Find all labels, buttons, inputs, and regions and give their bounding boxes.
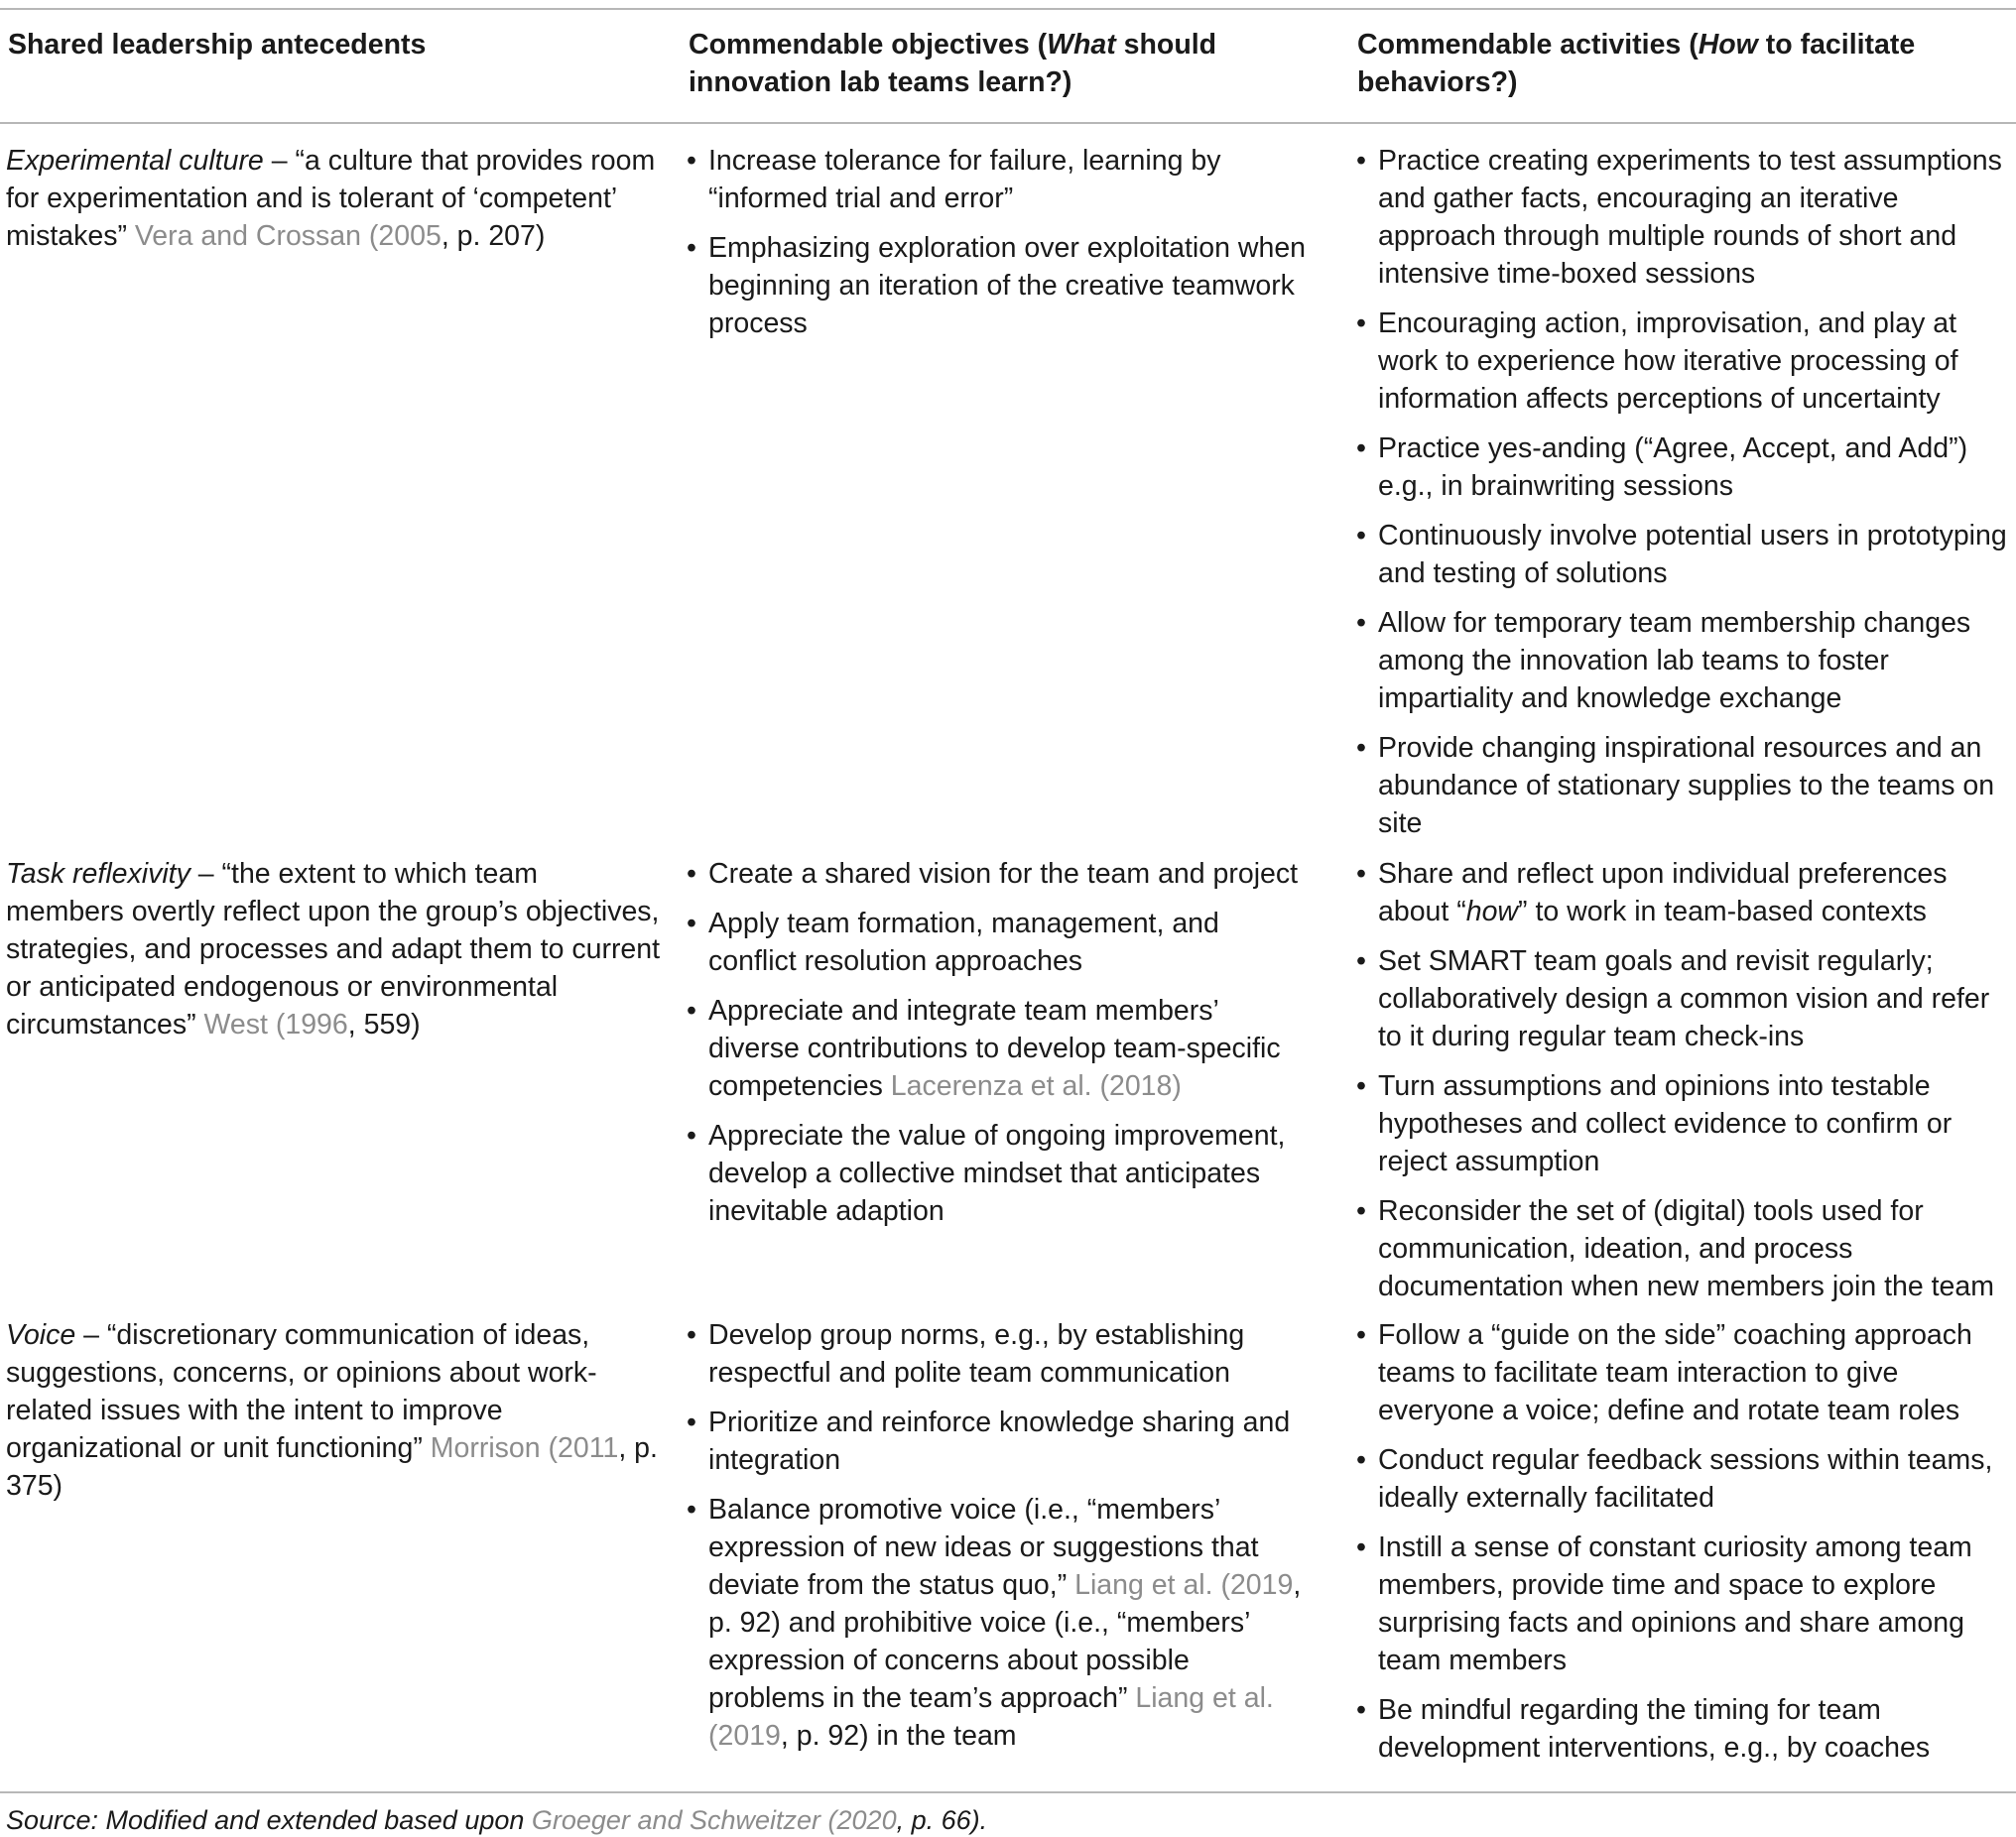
list-item: • Follow a “guide on the side” coaching approach teams to facilitate team interaction to give everyone a voice; define and rotate team roles (1356, 1316, 2011, 1429)
list-item: • Practice yes-anding (“Agree, Accept, and Add”) e.g., in brainwriting sessions (1356, 429, 2011, 505)
list-item: • Share and reflect upon individual preferences about “how” to work in team-based contexts (1356, 855, 2011, 930)
list-item: • Create a shared vision for the team and project (687, 855, 1312, 893)
antecedent-task-reflexivity: Task reflexivity – “the extent to which team members overtly reflect upon the group’s objectives, strategies, and processes and adapt them to current or anticipated endogenous or environmental circumstances” West (1996, 559) (6, 858, 661, 1041)
list-item: • Increase tolerance for failure, learning by “informed trial and error” (687, 142, 1312, 217)
activities-row-1 (1356, 142, 2011, 854)
list-item: • Practice creating experiments to test assumptions and gather facts, encouraging an iterative approach through multiple rounds of short and intensive time-boxed sessions (1356, 142, 2011, 293)
list-item: • Continuously involve potential users in prototyping and testing of solutions (1356, 517, 2011, 592)
list-item: • Apply team formation, management, and conflict resolution approaches (687, 905, 1312, 980)
list-item: • Set SMART team goals and revisit regularly; collaboratively design a common vision and refer to it during regular team check-ins (1356, 942, 2011, 1055)
list-item: • Prioritize and reinforce knowledge sharing and integration (687, 1404, 1312, 1479)
list-item: • Turn assumptions and opinions into testable hypotheses and collect evidence to confirm or reject assumption (1356, 1067, 2011, 1180)
list-item: • Allow for temporary team membership changes among the innovation lab teams to foster impartiality and knowledge exchange (1356, 604, 2011, 717)
list-item: • Reconsider the set of (digital) tools used for communication, ideation, and process documentation when new members join the team (1356, 1192, 2011, 1305)
header-bottom-rule (0, 122, 2016, 124)
list-item: • Appreciate and integrate team members’ diverse contributions to develop team-specific competencies Lacerenza et al. (2018) (687, 992, 1312, 1105)
objectives-row-3 (687, 1316, 1312, 1767)
table-top-rule (0, 8, 2016, 10)
header-antecedents: Shared leadership antecedents (8, 29, 427, 61)
objectives-row-2 (687, 855, 1312, 1242)
list-item: • Develop group norms, e.g., by establishing respectful and polite team communication (687, 1316, 1312, 1392)
list-item: • Encouraging action, improvisation, and play at work to experience how iterative processing of information affects perceptions of uncertainty (1356, 305, 2011, 418)
objectives-row-1 (687, 142, 1312, 354)
activities-row-3 (1356, 1316, 2011, 1778)
header-activities: Commendable activities (How to facilitate behaviors?) (1357, 29, 1916, 98)
list-item: • Be mindful regarding the timing for team development interventions, e.g., by coaches (1356, 1691, 2011, 1767)
table-source-note: Source: Modified and extended based upon Groeger and Schweitzer (2020, p. 66). (6, 1805, 988, 1835)
list-item: • Balance promotive voice (i.e., “members’ expression of new ideas or suggestions that deviate from the status quo,” Liang et al. (2019, p. 92) and prohibitive voice (i.e., “members’ expression of concerns about possible problems in the team’s approach” Liang et al. (2019, p. 92) in the team (687, 1491, 1312, 1755)
list-item: • Appreciate the value of ongoing improvement, develop a collective mindset that anticipates inevitable adaption (687, 1117, 1312, 1230)
list-item: • Provide changing inspirational resources and an abundance of stationary supplies to the teams on site (1356, 729, 2011, 842)
antecedent-experimental-culture: Experimental culture – “a culture that provides room for experimentation and is tolerant of ‘competent’ mistakes” Vera and Crossan (2005, p. 207) (6, 145, 656, 252)
header-objectives: Commendable objectives (What should innovation lab teams learn?) (689, 29, 1217, 98)
table-bottom-rule (0, 1791, 2016, 1793)
list-item: • Emphasizing exploration over exploitation when beginning an iteration of the creative teamwork process (687, 229, 1312, 342)
list-item: • Instill a sense of constant curiosity among team members, provide time and space to explore surprising facts and opinions and share among team members (1356, 1529, 2011, 1679)
antecedent-voice: Voice – “discretionary communication of ideas, suggestions, concerns, or opinions about work-related issues with the intent to improve organizational or unit functioning” Morrison (2011, p. 375) (6, 1319, 658, 1502)
activities-row-2 (1356, 855, 2011, 1317)
list-item: • Conduct regular feedback sessions within teams, ideally externally facilitated (1356, 1441, 2011, 1517)
